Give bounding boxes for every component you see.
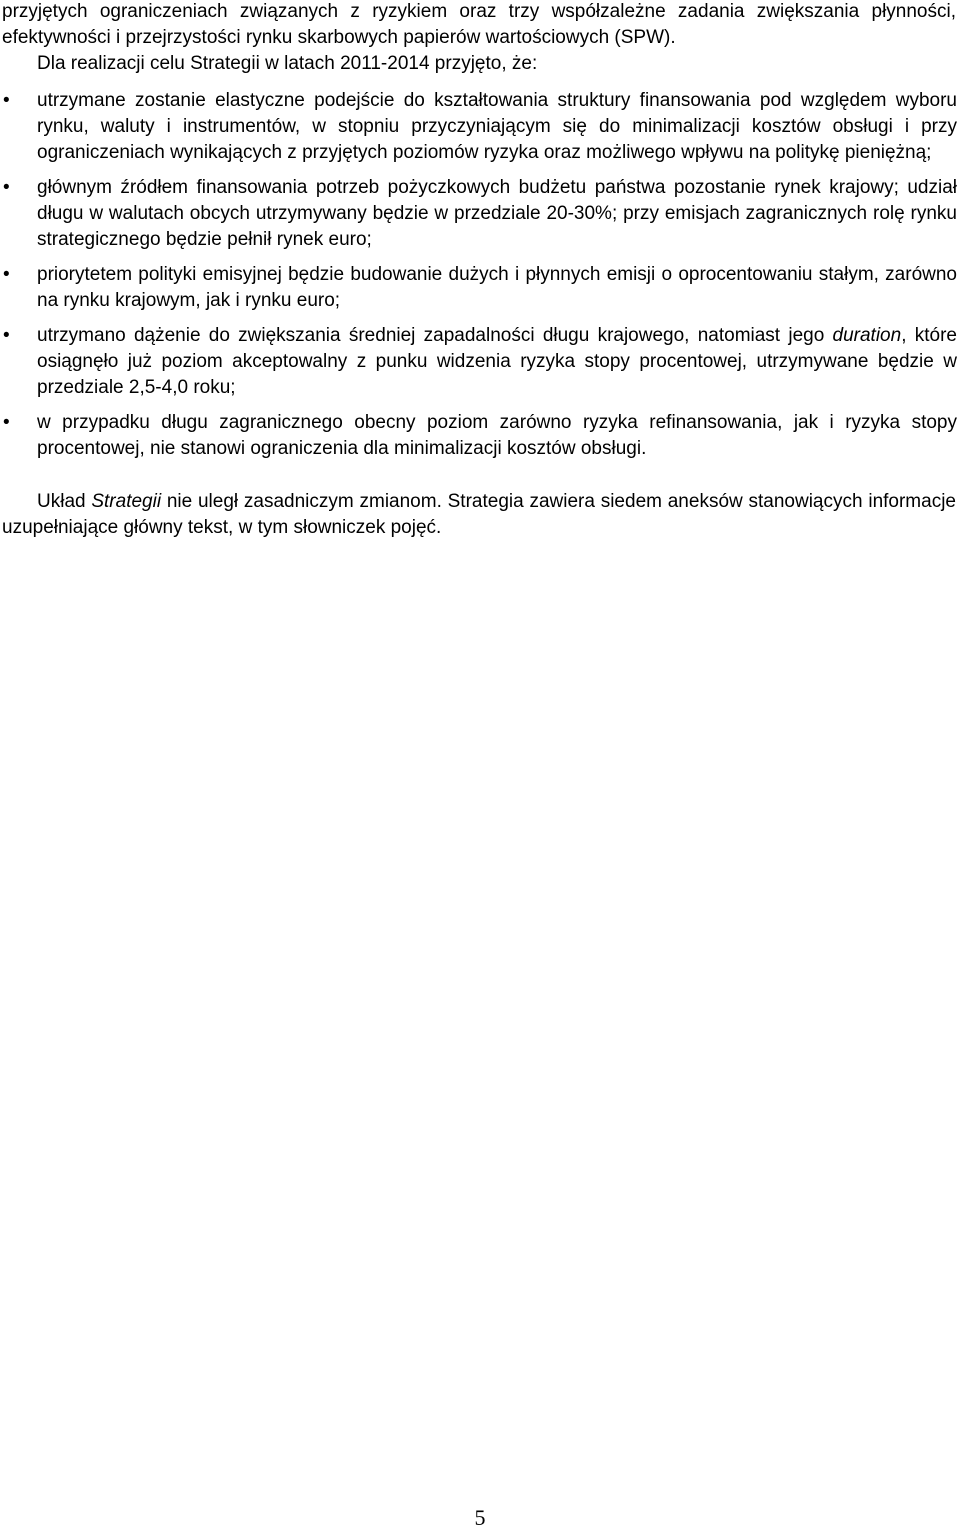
list-item-text: w przypadku długu zagranicznego obecny poziom zarówno ryzyka refinansowania, jak i ryzyka stopy procentowej, nie stanowi ograniczenia dla minimalizacji kosztów obsługi.: [37, 412, 957, 459]
list-item: [0, 262, 957, 314]
list-item-text-after: , które osiągnęło już poziom akceptowalny z punku widzenia ryzyka stopy procentowej, utrzymywane będzie w przedziale 2,5-4,0 roku;: [37, 325, 957, 398]
list-item: [0, 88, 957, 166]
page-number: 5: [474, 1505, 486, 1530]
list-item: [0, 323, 957, 401]
list-item-text: priorytetem polityki emisyjnej będzie budowanie dużych i płynnych emisji o oprocentowaniu stałym, zarówno na rynku krajowym, jak i rynku euro;: [37, 264, 957, 311]
bullet-list: [0, 88, 960, 462]
closing-text-before: Układ: [37, 491, 92, 512]
list-item: [0, 175, 957, 253]
paragraph-top: przyjętych ograniczeniach związanych z ryzykiem oraz trzy współzależne zadania zwiększania płynności, efektywności i przejrzystości rynku skarbowych papierów wartościowych (SPW).: [2, 1, 956, 48]
list-item-text-italic: duration: [832, 325, 902, 346]
bullet-icon: •: [3, 264, 10, 285]
bullet-icon: •: [3, 325, 10, 346]
paragraph-closing: [2, 489, 956, 541]
list-item-text: utrzymane zostanie elastyczne podejście do kształtowania struktury finansowania pod względem wyboru rynku, waluty i instrumentów, w stopniu przyczyniającym się do minimalizacji kosztów obsługi i przy ograniczeniach wynikających z przyjętych poziomów ryzyka oraz możliwego wpływu na politykę pieniężną;: [37, 90, 957, 163]
closing-text-italic: Strategii: [91, 491, 162, 512]
closing-text-after: nie uległ zasadniczym zmianom. Strategia zawiera siedem aneksów stanowiących informacje uzupełniające główny tekst, w tym słowniczek pojęć.: [2, 491, 956, 538]
bullet-icon: •: [3, 177, 10, 198]
bullet-icon: •: [3, 412, 10, 433]
list-item: [0, 410, 957, 462]
list-item-text-before: utrzymano dążenie do zwiększania średniej zapadalności długu krajowego, natomiast jego: [37, 325, 833, 346]
list-item-text: głównym źródłem finansowania potrzeb pożyczkowych budżetu państwa pozostanie rynek krajowy; udział długu w walutach obcych utrzymywany będzie w przedziale 20-30%; przy emisjach zagranicznych rolę rynku strategicznego będzie pełnił rynek euro;: [37, 177, 957, 250]
paragraph-intro: Dla realizacji celu Strategii w latach 2011-2014 przyjęto, że:: [37, 53, 538, 74]
bullet-icon: •: [3, 90, 10, 111]
